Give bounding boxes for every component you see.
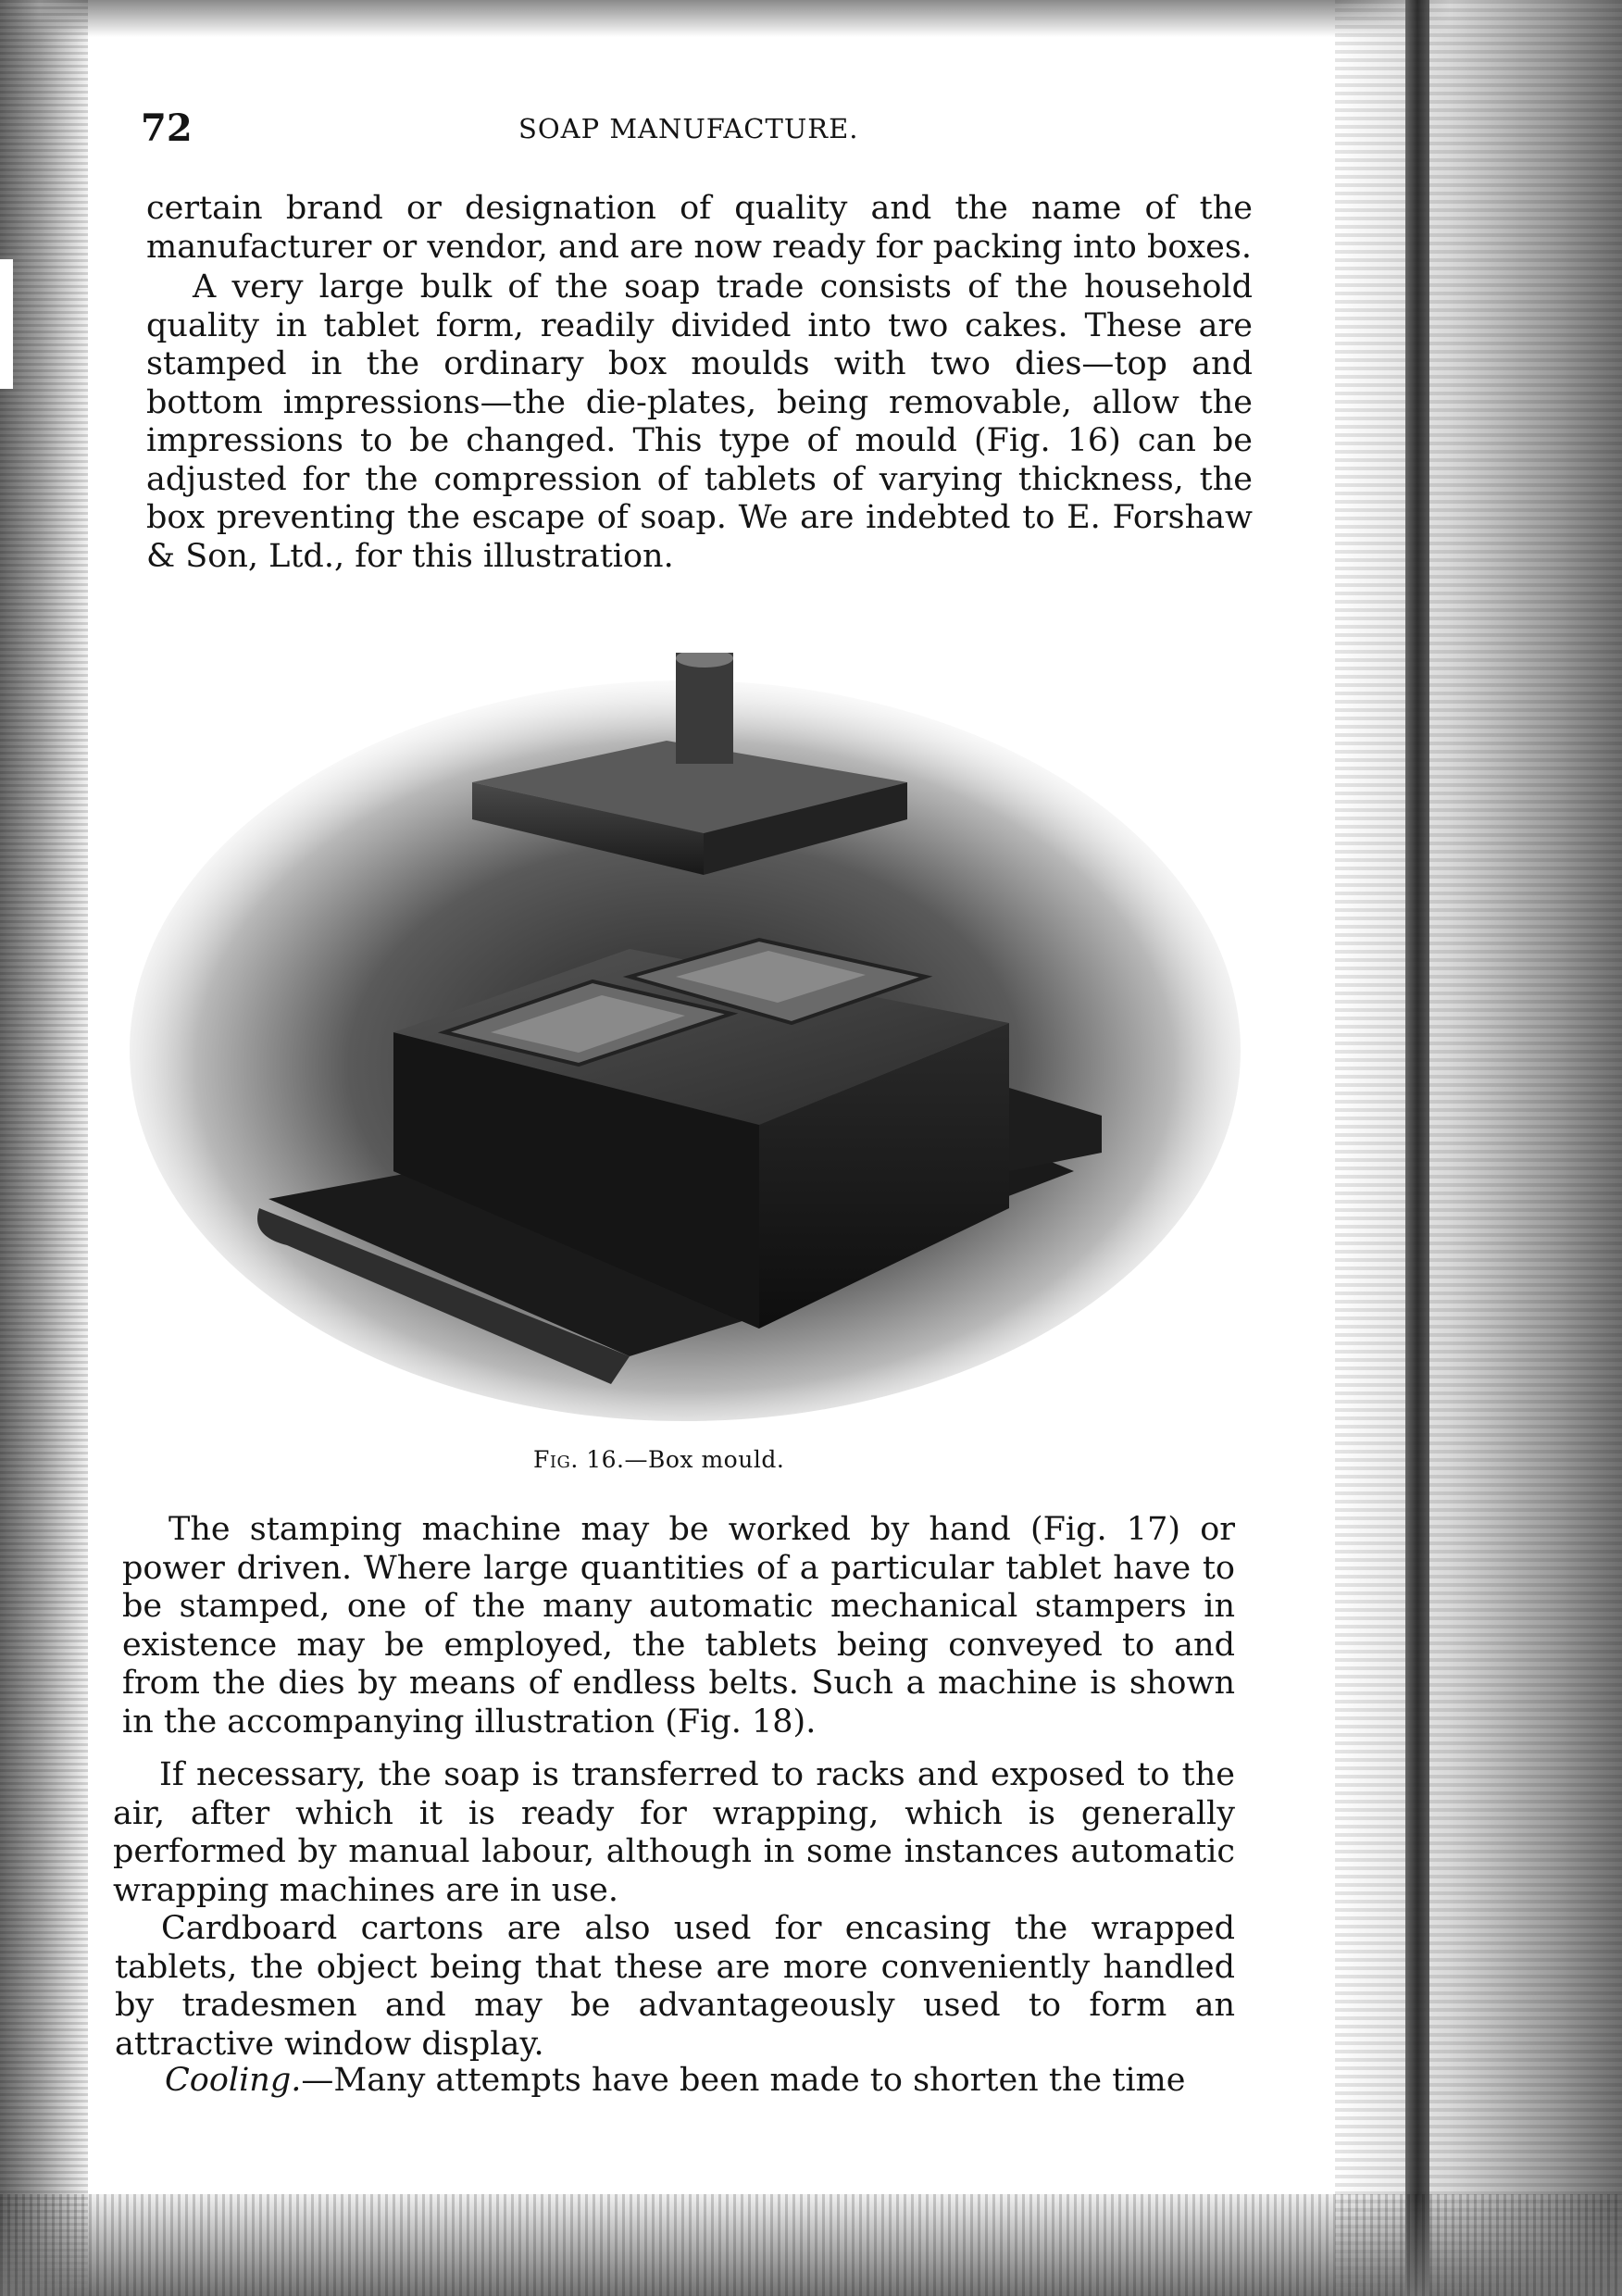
book-binding-spine [1405, 0, 1429, 2296]
paragraph-continued: certain brand or designation of quality and the name of the manufacturer or vendor, and are now ready for packing into boxes. [146, 190, 1253, 266]
figure-box-mould-illustration [111, 653, 1259, 1421]
figure-caption [533, 1446, 784, 1473]
plunger-post [676, 653, 733, 764]
paragraph-cooling [119, 2062, 1235, 2101]
paragraph-stamping-machine: The stamping machine may be worked by hand (Fig. 17) or power driven. Where large quantities of a particular tablet have to be stamped, one of the many automatic mechanical stampers in existence may be employed, the tablets being conveyed to and from the dies by means of endless belts. Such a machine is shown in the accompanying illustration (Fig. 18). [122, 1511, 1235, 1741]
cooling-text: —Many attempts have been made to shorten the time [301, 2062, 1186, 2099]
page-edge-left [0, 0, 88, 2296]
paragraph-racks-wrapping: If necessary, the soap is transferred to racks and exposed to the air, after which it is ready for wrapping, which is generally performed by manual labour, although in some instances automatic wrapping machines are in use. [113, 1756, 1235, 1909]
page-number: 72 [141, 106, 193, 150]
running-head: SOAP MANUFACTURE. [518, 113, 859, 144]
figure-caption-label: Fig. 16. [533, 1446, 625, 1473]
paragraph-box-moulds: A very large bulk of the soap trade consists of the household quality in tablet form, readily divided into two cakes. These are stamped in the ordinary box moulds with two dies—top and bottom impressions—the die-plates, being removable, allow the impressions to be changed. This type of mould (Fig. 16) can be adjusted for the compression of tablets of varying thickness, the box preventing the escape of soap. We are indebted to E. Forshaw & Son, Ltd., for this illustration. [146, 268, 1253, 575]
cooling-heading: Cooling. [165, 2062, 302, 2099]
figure-caption-text: —Box mould. [624, 1446, 785, 1473]
page-edge-right [1335, 0, 1622, 2296]
page-edge-bottom [0, 2194, 1622, 2296]
paragraph-cardboard-cartons: Cardboard cartons are also used for encasing the wrapped tablets, the object being that these are more conveniently handled by tradesmen and may be advantageously used to form an attractive window display. [115, 1910, 1235, 2063]
page-edge-notch [0, 259, 13, 389]
box-mould-drawing [111, 653, 1259, 1421]
